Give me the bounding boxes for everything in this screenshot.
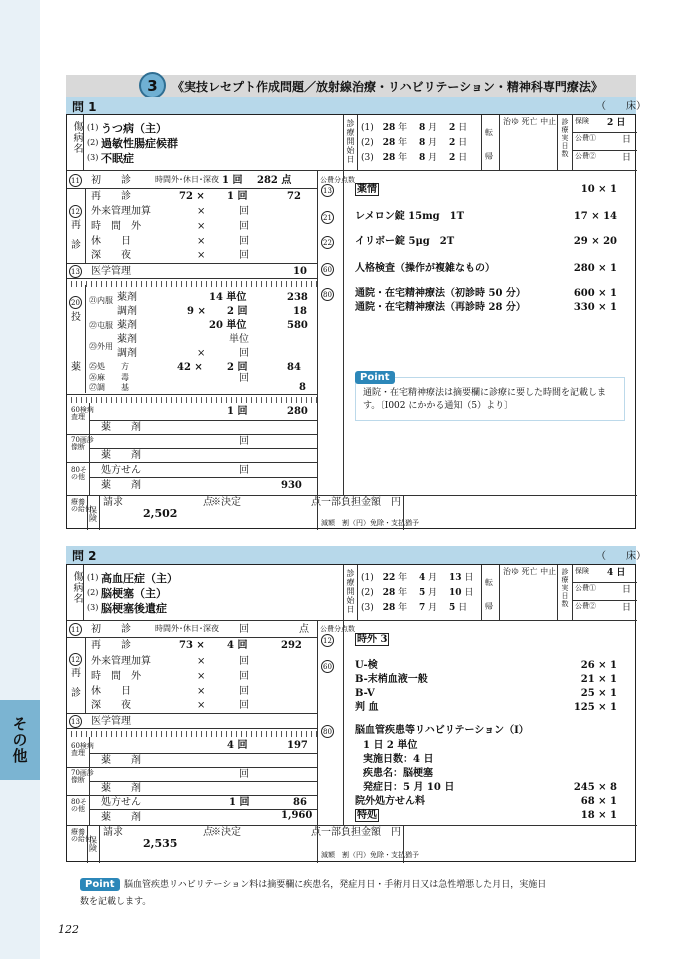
q1-outcome-hdr: 治ゆ 死亡 中止 — [503, 117, 557, 126]
q2-revisit-n: 回 — [239, 671, 249, 682]
q1-guidance-p: 10 — [293, 266, 307, 277]
q2-pub1-d: 日 — [622, 585, 632, 595]
q1-other-p: 930 — [281, 480, 302, 491]
q2-pub1: 公費① — [575, 584, 596, 592]
q1-narc-n: 回 — [239, 373, 249, 384]
q2-r-11: 特処 — [357, 810, 377, 821]
q1-ins-label: 保険 — [575, 117, 589, 125]
section-number: 3 — [139, 72, 166, 99]
q1-oral-drug: 薬剤 — [117, 292, 137, 303]
q2-ten: 点 — [203, 827, 213, 838]
q1-outcome-1: 転 — [485, 128, 493, 137]
q1-claim: 請求 — [103, 497, 123, 508]
q1-revisit-n: 回 — [239, 236, 249, 247]
q1-pub2-d: 日 — [622, 153, 632, 163]
q2-date-2: (2) 28 年 5 月 10 日 — [361, 588, 474, 598]
q2-outcome-2: 帰 — [485, 602, 493, 611]
q2-guidance: 医学管理 — [91, 716, 131, 727]
q2-revisit-c: × — [197, 700, 206, 711]
q1-revisit-n: 1 回 — [227, 191, 248, 202]
q1-guidance: 医学管理 — [91, 266, 131, 277]
q2-rv-11: 18 × 1 — [580, 810, 617, 821]
q1-oral-prep-n: 2 回 — [227, 306, 248, 317]
q1-code-20: 20 — [69, 296, 82, 309]
q2-rv-1: 26 × 1 — [580, 660, 617, 671]
q1-days: 2 日 — [607, 118, 626, 128]
q2-futan: 一部負担金額 円 — [321, 827, 401, 838]
q2-revisit-p: 292 — [281, 640, 302, 651]
q1-narc: ㉖麻 毒 — [89, 373, 129, 382]
q1-disease-label: 傷病名 — [71, 121, 82, 154]
q2-claim-val: 2,535 — [143, 837, 178, 850]
q2-initial-points: 点 — [299, 624, 309, 635]
q1-label: 問 1 — [66, 97, 636, 118]
q1-revisit-c: 72 × — [179, 191, 205, 202]
q2-date-3: (3) 28 年 7 月 5 日 — [361, 603, 468, 613]
q1-disp-c: 42 × — [177, 362, 203, 373]
q2-other-p2: 1,960 — [281, 810, 313, 821]
q1-revisit-p: 72 — [287, 191, 301, 202]
q2-revisit-side: 再 — [71, 668, 81, 679]
q1-disp-n: 2 回 — [227, 362, 248, 373]
q2-claim: 請求 — [103, 827, 123, 838]
q2-r-2: B-末梢血液一般 — [355, 674, 428, 685]
q2-ten2: 点 — [311, 827, 321, 838]
q2-rv-2: 21 × 1 — [580, 674, 617, 685]
q1-exam-p: 280 — [287, 406, 308, 417]
q1-rv-3: 280 × 1 — [573, 263, 617, 274]
q2-kettei: ※決定 — [211, 827, 241, 838]
q1-oral-prep-p: 18 — [293, 306, 307, 317]
q1-outcome-2: 帰 — [485, 152, 493, 161]
q2-dx-2: 脳梗塞（主） — [101, 587, 167, 600]
q1-revisit: 再 診 — [91, 191, 131, 202]
q2-revisit-side2: 診 — [71, 688, 81, 699]
q2-r-10: 院外処方せん料 — [355, 796, 425, 807]
q1-other-rx: 処方せん — [101, 465, 141, 476]
q2-date-1: (1) 22 年 4 月 13 日 — [361, 573, 474, 583]
q2-rv-9: 245 × 8 — [573, 782, 617, 793]
q1-dx-1: うつ病（主） — [101, 122, 167, 135]
q2-exam-n: 4 回 — [227, 740, 248, 751]
q2-start-label: 診療開始日 — [346, 569, 355, 614]
q2-pub-points: 公費分点数 — [320, 625, 355, 633]
q2-r-7: 実施日数：4 日 — [363, 754, 434, 765]
q1-base: ㉗調 基 — [89, 383, 129, 392]
q1-claim-val: 2,502 — [143, 507, 178, 520]
q1-rc-60: 60 — [321, 263, 334, 276]
q1-revisit-side2: 診 — [71, 240, 81, 251]
q1-r-5: 通院・在宅精神療法（再診時 28 分） — [355, 302, 526, 313]
q2-dx-num: (3) — [87, 603, 99, 612]
q2-exam-drug: 薬 剤 — [101, 755, 141, 766]
q1-date-1: (1) 28 年 8 月 2 日 — [361, 123, 468, 133]
side-tab[interactable]: その他 — [0, 700, 40, 780]
q1-revisit-n: 回 — [239, 250, 249, 261]
q1-ext: ㉓外用 — [89, 342, 113, 351]
q1-revisit-side: 再 — [71, 220, 81, 231]
q1-revisit-n: 回 — [239, 206, 249, 217]
q2-initial-label: 初 診 — [91, 624, 131, 635]
q2-dx-1: 高血圧症（主） — [101, 572, 178, 585]
q1-revisit-c: × — [197, 250, 206, 261]
q1-pub1-d: 日 — [622, 135, 632, 145]
q2-point-text1: 脳血管疾患リハビリテーション料は摘要欄に疾患名，発症月日・手術月日又は急性増悪した月日，実施日 — [124, 880, 547, 890]
q1-days-label: 診療実日数 — [561, 118, 569, 158]
q2-revisit: 休 日 — [91, 686, 131, 697]
q2-revisit-n: 回 — [239, 700, 249, 711]
q1-rv-0: 10 × 1 — [580, 184, 617, 195]
q1-rv-5: 330 × 1 — [573, 302, 617, 313]
q2-rv-3: 25 × 1 — [580, 688, 617, 699]
q1-dx-num: (3) — [87, 153, 99, 162]
q2-other-rx: 処方せん — [101, 797, 141, 808]
q1-bed: （ 床） — [596, 101, 646, 112]
section-title: 《実技レセプト作成問題／放射線治療・リハビリテーション・精神科専門療法》 — [172, 80, 603, 94]
q1-code-13: 13 — [69, 265, 82, 278]
q1-rc-21: 21 — [321, 211, 334, 224]
q1-ryoyo: 療養 の給付 — [71, 498, 92, 513]
q2-code-13: 13 — [69, 715, 82, 728]
q1-inj-drug: 薬剤 — [117, 320, 137, 331]
q2-receipt — [66, 564, 636, 862]
q2-exam-label: 60検病 査理 — [71, 742, 94, 757]
q2-dx-3: 脳梗塞後遺症 — [101, 602, 167, 615]
q1-inj-drug-u: 20 単位 — [209, 320, 247, 331]
q1-wave — [67, 281, 317, 287]
q1-ext-drug: 薬剤 — [117, 334, 137, 345]
q2-dx-num: (1) — [87, 573, 99, 582]
q1-r-1: レメロン錠 15mg 1T — [355, 211, 465, 222]
q2-rc-60: 60 — [321, 660, 334, 673]
q1-base-p: 8 — [299, 382, 306, 393]
q1-pub1: 公費① — [575, 134, 596, 142]
q1-exam-n: 1 回 — [227, 406, 248, 417]
q1-r-4: 通院・在宅精神療法（初診時 50 分） — [355, 288, 526, 299]
q2-revisit-c: × — [197, 671, 206, 682]
q2-other-drug: 薬 剤 — [101, 812, 141, 823]
q2-revisit: 外来管理加算 — [91, 656, 151, 667]
q2-r-5: 脳血管疾患等リハビリテーション（Ⅰ） — [355, 725, 529, 736]
q2-r-1: U-検 — [355, 660, 378, 671]
q1-revisit: 休 日 — [91, 236, 131, 247]
q1-disp: ㉕処 方 — [89, 362, 129, 371]
q2-image-drug: 薬 剤 — [101, 783, 141, 794]
q1-kettei: ※決定 — [211, 497, 241, 508]
q1-disp-p: 84 — [287, 362, 301, 373]
q1-dx-3: 不眠症 — [101, 152, 134, 165]
q1-revisit: 外来管理加算 — [91, 206, 151, 217]
q2-rc-80: 80 — [321, 725, 334, 738]
q2-revisit-c: × — [197, 686, 206, 697]
q1-oral-prep: 調剤 — [117, 306, 137, 317]
q1-revisit-c: × — [197, 221, 206, 232]
q1-dx-num: (2) — [87, 138, 99, 147]
q2-ryoyo: 療養 の給付 — [71, 828, 92, 843]
q2-initial-count: 回 — [239, 624, 249, 635]
q1-hoken: 保 険 — [89, 506, 97, 523]
q2-rv-10: 68 × 1 — [580, 796, 617, 807]
q2-outcome-1: 転 — [485, 578, 493, 587]
q2-code-12: 12 — [69, 653, 82, 666]
q2-revisit-c: 73 × — [179, 640, 205, 651]
q1-futan-note: 減額 割（円）免除・支払猶予 — [321, 519, 419, 527]
q1-pub-points: 公費分点数 — [320, 176, 355, 184]
q2-dx-num: (2) — [87, 588, 99, 597]
q1-code-12: 12 — [69, 205, 82, 218]
q1-revisit: 深 夜 — [91, 250, 131, 261]
q2-r-4: 判 血 — [355, 702, 379, 713]
q2-pub2: 公費② — [575, 602, 596, 610]
q2-rc-12: 12 — [321, 634, 334, 647]
q2-r-8: 疾患名：脳梗塞 — [363, 768, 433, 779]
q1-oral-drug-u: 14 単位 — [209, 292, 247, 303]
q1-date-2: (2) 28 年 8 月 2 日 — [361, 138, 468, 148]
q1-rx-side2: 薬 — [71, 362, 81, 373]
q2-label: 問 2 — [66, 546, 636, 567]
q2-hoken: 保 険 — [89, 836, 97, 853]
q2-revisit-n: 回 — [239, 686, 249, 697]
q1-exam-drug: 薬 剤 — [101, 422, 141, 433]
q2-r-9: 発症日：5 月 10 日 — [363, 782, 455, 793]
q2-wave — [67, 731, 317, 737]
q1-image-drug: 薬 剤 — [101, 450, 141, 461]
q1-other-drug: 薬 剤 — [101, 480, 141, 491]
q1-point-badge: Point — [355, 371, 395, 384]
q2-pub2-d: 日 — [622, 603, 632, 613]
q1-inj-drug-p: 580 — [287, 320, 308, 331]
q1-initial-label: 初 診 — [91, 175, 131, 186]
q1-oral-prep-c: 9 × — [187, 306, 206, 317]
q2-r-0: 時外 3 — [357, 634, 388, 645]
q1-rc-22: 22 — [321, 236, 334, 249]
section-header — [66, 75, 636, 97]
q1-inj: ㉒屯服 — [89, 321, 113, 330]
q2-rv-4: 125 × 1 — [573, 702, 617, 713]
q2-r-3: B-V — [355, 688, 375, 699]
q1-point-text: 通院・在宅精神療法は摘要欄に診療に要した時間を記載します。〔I002 にかかる通知（5）より〕 — [363, 388, 607, 412]
q2-ins-label: 保険 — [575, 567, 589, 575]
q1-exam-label: 60検病 査理 — [71, 406, 94, 421]
q1-initial-points: 282 点 — [257, 175, 292, 186]
q1-wave2 — [67, 397, 317, 403]
q1-rc-80: 80 — [321, 288, 334, 301]
q2-revisit-n: 4 回 — [227, 640, 248, 651]
q1-rv-4: 600 × 1 — [573, 288, 617, 299]
q1-r-0: 薬情 — [357, 184, 377, 195]
q1-oral-drug-p: 238 — [287, 292, 308, 303]
q1-other-n: 回 — [239, 465, 249, 476]
q2-other-label: 80そ の他 — [71, 798, 87, 813]
q1-ext-prep-n: 回 — [239, 348, 249, 359]
q2-outcome-hdr: 治ゆ 死亡 中止 — [503, 567, 557, 576]
q1-receipt — [66, 114, 636, 529]
q2-futan-note: 減額 割（円）免除・支払猶予 — [321, 851, 419, 859]
q1-r-2: イリボー錠 5μg 2T — [355, 236, 455, 247]
q2-other-p: 86 — [293, 797, 307, 808]
q2-image-label: 70画診 像断 — [71, 769, 94, 784]
q1-r-3: 人格検査（操作が複雑なもの） — [355, 263, 495, 274]
q1-rv-1: 17 × 14 — [573, 211, 617, 222]
q1-revisit-c: × — [197, 236, 206, 247]
q1-ext-prep-c: × — [197, 348, 206, 359]
q2-revisit-c: × — [197, 656, 206, 667]
q2-revisit-n: 回 — [239, 656, 249, 667]
q1-rv-2: 29 × 20 — [573, 236, 617, 247]
q1-date-3: (3) 28 年 8 月 2 日 — [361, 153, 468, 163]
q2-point-text2: 数を記載します。 — [80, 897, 152, 907]
q1-futan: 一部負担金額 円 — [321, 497, 401, 508]
q1-ten: 点 — [203, 497, 213, 508]
q1-ten2: 点 — [311, 497, 321, 508]
q2-other-n: 1 回 — [229, 797, 250, 808]
q1-other-label: 80そ の他 — [71, 466, 87, 481]
q2-bed: （ 床） — [596, 551, 646, 562]
q2-revisit: 再 診 — [91, 640, 131, 651]
q1-ext-prep: 調剤 — [117, 348, 137, 359]
q1-code-11: 11 — [69, 174, 82, 187]
q1-revisit-c: × — [197, 206, 206, 217]
q2-disease-label: 傷病名 — [71, 571, 82, 604]
q1-ext-drug-u: 単位 — [229, 334, 249, 345]
q2-days: 4 日 — [607, 568, 626, 578]
q1-image-n: 回 — [239, 436, 249, 447]
q2-code-11: 11 — [69, 623, 82, 636]
q1-rc-13: 13 — [321, 184, 334, 197]
q2-revisit: 深 夜 — [91, 700, 131, 711]
q2-image-n: 回 — [239, 769, 249, 780]
q1-dx-2: 過敏性腸症候群 — [101, 137, 178, 150]
q1-rx-side1: 投 — [71, 312, 81, 323]
q1-revisit: 時 間 外 — [91, 221, 141, 232]
q1-initial-note: 時間外･休日･深夜 — [155, 175, 219, 184]
q1-oral: ㉑内服 — [89, 296, 113, 305]
q1-dx-num: (1) — [87, 123, 99, 132]
q2-days-label: 診療実日数 — [561, 568, 569, 608]
q2-r-6: 1 日 2 単位 — [363, 740, 418, 751]
q1-pub2: 公費② — [575, 152, 596, 160]
q1-image-label: 70画診 像断 — [71, 436, 94, 451]
q1-start-label: 診療開始日 — [346, 119, 355, 164]
q2-point-badge: Point — [80, 878, 120, 891]
page-number: 122 — [58, 923, 79, 936]
q1-revisit-n: 回 — [239, 221, 249, 232]
q2-revisit: 時 間 外 — [91, 671, 141, 682]
q1-initial-count: 1 回 — [222, 175, 243, 186]
q2-initial-note: 時間外･休日･深夜 — [155, 624, 219, 633]
q2-exam-p: 197 — [287, 740, 308, 751]
